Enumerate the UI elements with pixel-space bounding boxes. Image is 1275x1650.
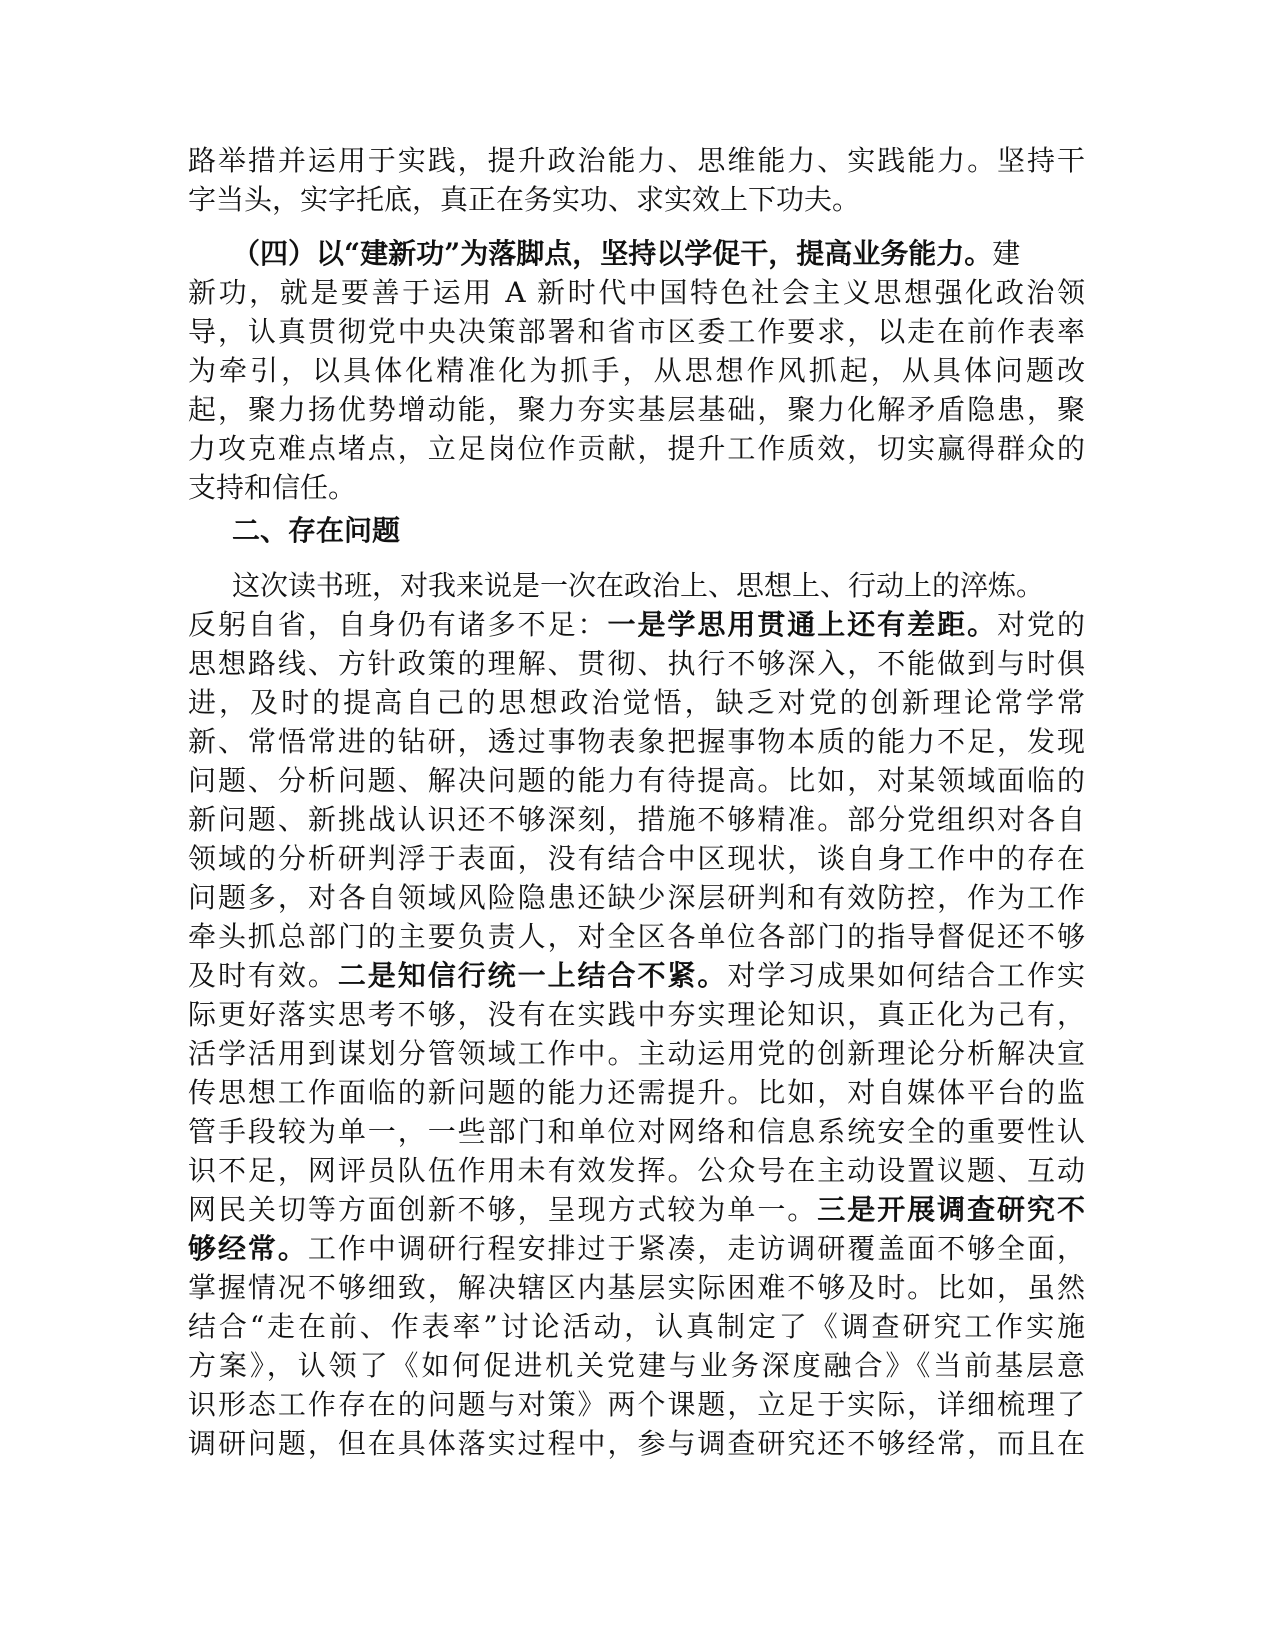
problem-three-heading: 三是开展调查研究不 <box>817 1193 1085 1226</box>
text-line: 管手段较为单一，一些部门和单位对网络和信息系统安全的重要性认 <box>188 1115 1085 1148</box>
text-line: 结合“走在前、作表率”讨论活动，认真制定了《调查研究工作实施 <box>188 1310 1085 1343</box>
text-line: 方案》，认领了《如何促进机关党建与业务深度融合》《当前基层意 <box>188 1349 1085 1382</box>
problem-two-heading: 二是知信行统一上结合不紧。 <box>337 959 728 992</box>
text-line: 识形态工作存在的问题与对策》两个课题，立足于实际，详细梳理了 <box>188 1388 1085 1421</box>
text-line: 问题多，对各自领域风险隐患还缺少深层研判和有效防控，作为工作 <box>188 881 1085 914</box>
section-heading: 二、存在问题 <box>232 514 401 547</box>
paragraph-section-four <box>188 234 1085 507</box>
text-line <box>188 234 1085 273</box>
text-line: 传思想工作面临的新问题的能力还需提升。比如，对自媒体平台的监 <box>188 1076 1085 1109</box>
text-run: 对学习成果如何结合工作实 <box>727 959 1085 992</box>
text-run: 工作中调研行程安排过于紧凑，走访调研覆盖面不够全面， <box>307 1232 1085 1265</box>
text-line: 活学活用到谋划分管领域工作中。主动运用党的创新理论分析解决宣 <box>188 1037 1085 1070</box>
text-line <box>188 1190 1085 1229</box>
text-line <box>188 956 1085 995</box>
paragraph-problems <box>188 566 1085 1463</box>
text-line: 路举措并运用于实践，提升政治能力、思维能力、实践能力。坚持干 <box>188 144 1085 177</box>
text-run: 建 <box>992 237 1021 270</box>
text-line: 新、常悟常进的钻研，透过事物表象把握事物本质的能力不足，发现 <box>188 725 1085 758</box>
text-line: 牵头抓总部门的主要负责人，对全区各单位各部门的指导督促还不够 <box>188 920 1085 953</box>
text-line: 起，聚力扬优势增动能，聚力夯实基层基础，聚力化解矛盾隐患，聚 <box>188 393 1085 426</box>
text-run: 及时有效。 <box>188 959 338 992</box>
text-line: 支持和信任。 <box>188 471 357 504</box>
text-line: 这次读书班，对我来说是一次在政治上、思想上、行动上的淬炼。 <box>232 569 1045 602</box>
text-line: 领域的分析研判浮于表面，没有结合中区现状，谈自身工作中的存在 <box>188 842 1085 875</box>
text-line: 际更好落实思考不够，没有在实践中夯实理论知识，真正化为己有， <box>188 998 1085 1031</box>
text-line: 问题、分析问题、解决问题的能力有待提高。比如，对某领域面临的 <box>188 764 1085 797</box>
problem-one-heading: 一是学思用贯通上还有差距。 <box>607 608 998 641</box>
text-run: 网民关切等方面创新不够，呈现方式较为单一。 <box>188 1193 818 1226</box>
text-run: 反躬自省，自身仍有诸多不足： <box>188 608 608 641</box>
text-line: 新功，就是要善于运用 A 新时代中国特色社会主义思想强化政治领 <box>188 276 1085 309</box>
text-line: 字当头，实字托底，真正在务实功、求实效上下功夫。 <box>188 183 861 216</box>
text-line: 为牵引，以具体化精准化为抓手，从思想作风抓起，从具体问题改 <box>188 354 1085 387</box>
text-line: 掌握情况不够细致，解决辖区内基层实际困难不够及时。比如，虽然 <box>188 1271 1085 1304</box>
paragraph-continuation <box>188 141 1085 219</box>
problem-three-heading-cont: 够经常。 <box>188 1232 308 1265</box>
text-line <box>188 1229 1085 1268</box>
text-line: 力攻克难点堵点，立足岗位作贡献，提升工作质效，切实赢得群众的 <box>188 432 1085 465</box>
text-run: 对党的 <box>997 608 1085 641</box>
text-line: 识不足，网评员队伍作用未有效发挥。公众号在主动设置议题、互动 <box>188 1154 1085 1187</box>
text-line: 进，及时的提高自己的思想政治觉悟，缺乏对党的创新理论常学常 <box>188 686 1085 719</box>
section-four-heading: （四）以“建新功”为落脚点，坚持以学促干，提高业务能力。 <box>232 237 993 270</box>
text-line <box>188 605 1085 644</box>
text-line: 调研问题，但在具体落实过程中，参与调查研究还不够经常，而且在 <box>188 1427 1085 1460</box>
text-line: 导，认真贯彻党中央决策部署和省市区委工作要求，以走在前作表率 <box>188 315 1085 348</box>
text-line: 新问题、新挑战认识还不够深刻，措施不够精准。部分党组织对各自 <box>188 803 1085 836</box>
text-line: 思想路线、方针政策的理解、贯彻、执行不够深入，不能做到与时俱 <box>188 647 1085 680</box>
